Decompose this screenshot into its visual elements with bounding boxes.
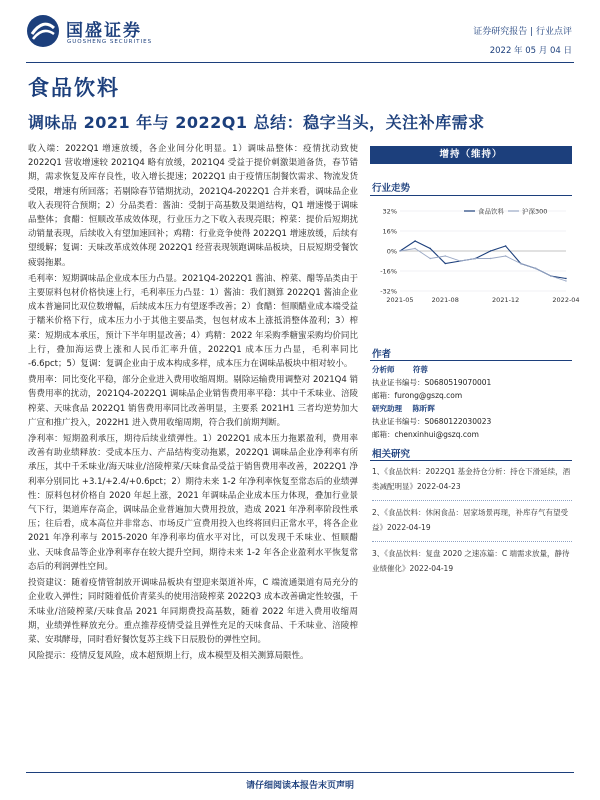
analyst-2-cert-label: 执业证书编号： xyxy=(372,417,425,426)
related-section-title: 相关研究 xyxy=(372,449,411,460)
analyst-1-row xyxy=(372,364,428,376)
analyst-2-cert: S0680122030023 xyxy=(424,417,492,426)
analyst-2-label: 研究助理 xyxy=(372,404,402,413)
body-paragraph-risk: 风险提示：疫情反复风险，成本超预期上行，成本模型及相关测算局限性。 xyxy=(28,651,309,662)
analyst-2-row xyxy=(372,403,435,415)
chart-legend-label: 食品饮料 xyxy=(478,207,504,216)
chart-point xyxy=(535,268,536,269)
industry-name: 食品饮料 xyxy=(28,76,120,100)
chart-y-tick-label: -32% xyxy=(380,287,397,296)
analyst-1-email-row xyxy=(372,390,462,402)
footer-disclaimer: 请仔细阅读本报告末页声明 xyxy=(245,781,354,791)
analyst-1-cert-row xyxy=(372,377,491,389)
chart-x-tick-label: 2021-08 xyxy=(431,296,459,304)
chart-point xyxy=(565,280,566,281)
chart-point xyxy=(490,250,491,251)
chart-point xyxy=(460,260,461,261)
footer-divider xyxy=(26,772,574,773)
report-type: 证券研究报告 | 行业点评 xyxy=(473,27,572,37)
related-research-list xyxy=(372,464,572,582)
chart-point xyxy=(565,278,566,279)
chart-x-tick-label: 2021-05 xyxy=(386,296,414,304)
chart-point xyxy=(445,263,446,264)
analyst-1-label: 分析师 xyxy=(372,365,395,374)
rating-badge: 增持（维持） xyxy=(370,146,572,164)
chart-x-tick-label: 2022-04 xyxy=(552,296,580,304)
related-section-divider xyxy=(370,460,572,461)
chart-point xyxy=(399,250,400,251)
related-research-item[interactable]: 1、《食品饮料：2022Q1 基金持仓分析：持仓下滑延续，酒类减配明显》2022-04-23 xyxy=(372,467,571,491)
author-section-divider xyxy=(370,360,572,361)
analyst-2-name: 陈昕晖 xyxy=(412,404,435,413)
chart-point xyxy=(505,255,506,256)
chart-point xyxy=(445,255,446,256)
chart-y-tick-label: 0% xyxy=(386,247,397,256)
chart-point xyxy=(414,248,415,249)
chart-y-tick-label: 32% xyxy=(382,207,397,216)
chart-y-tick-label: 16% xyxy=(382,227,397,236)
chart-y-tick-label: -16% xyxy=(380,267,397,276)
trend-section-title: 行业走势 xyxy=(372,183,411,194)
analyst-1-email[interactable]: furong@gszq.com xyxy=(394,391,463,400)
analyst-2-email[interactable]: chenxinhui@gszq.com xyxy=(394,430,479,439)
analyst-2-email-row xyxy=(372,429,479,441)
chart-point xyxy=(429,258,430,259)
chart-point xyxy=(505,245,506,246)
company-logo xyxy=(26,10,226,60)
chart-point xyxy=(429,248,430,249)
analyst-1-name: 符蓉 xyxy=(412,365,428,374)
report-title: 调味品 2021 年与 2022Q1 总结：稳字当头，关注补库需求 xyxy=(28,113,485,132)
analyst-1-cert: S0680519070001 xyxy=(424,378,492,387)
chart-point xyxy=(550,275,551,276)
analyst-1-email-label: 邮箱： xyxy=(372,391,395,400)
chart-point xyxy=(490,258,491,259)
industry-trend-chart xyxy=(370,203,580,311)
related-research-item[interactable]: 3、《食品饮料：复盘 2020 之速冻篇：C 端需求放量，静待业绩催化》2022-04-19 xyxy=(372,549,570,573)
logo-text-cn: 国盛证券 xyxy=(66,21,142,41)
related-research-item[interactable]: 2、《食品饮料：休闲食品：居家场景再现，补库存气有望受益》2022-04-19 xyxy=(372,508,569,532)
body-paragraph-investment: 投资建议：随着疫情管制放开调味品板块有望迎来渠道补库，C 端流通渠道有局充分的企业收入弹性；同时随着低价青菜头的使用涪陵榨菜 2022Q3 成本改善确定性较强，千禾味业/涪陵榨菜/天味食品 2021 年同期费投高基数，随着 2022 年进入费用收缩周期，业绩弹性释放充分。重点推荐疫情受益且弹性充足的天味食品、千禾味业、涪陵榨菜、安琪酵母，同时看好餐饮复苏主线下日辰股份的弹性空间。 xyxy=(28,578,358,645)
body-paragraph-revenue: 收入端：2022Q1 增速放缓，各企业间分化明显。1）调味品整体：疫情扰动致使 2022Q1 营收增速较 2021Q4 略有放缓，2021Q4 受益于提价刺激渠道备货，春节错期，需求恢复及库存良性，收入增长提速；2022Q1 由于疫情压制餐饮需求、物流发货受限，增速有所回落；若剔除春节错期扰动，2021Q4-2022Q1 合并来看，调味品企业收入表现符合预期；2）分品类看：酱油：受制于高基数及渠道结构，Q1 增速慢于调味品整体；食醋：恒顺改革成效体现，行业压力之下收入表现亮眼；榨菜：提价后短期扰动销量表现，后续收入有望加速回补；鸡精：行业竞争使得 2022Q1 增速放缓，后续有望缓解；复调：天味改革成效体现 2022Q1 经营表现领跑调味品板块，日辰短期受餐饮疲弱拖累。 xyxy=(28,144,358,268)
logo-text-en: GUOSHENG SECURITIES xyxy=(67,39,153,45)
analyst-2-cert-row xyxy=(372,416,491,428)
body-paragraph-gross-margin: 毛利率：短期调味品企业成本压力凸显。2021Q4-2022Q1 酱油、榨菜、醋等品类由于主要原料包材价格快速上行，毛利率压力凸显：1）酱油：我们测算 2022Q1 酱油企业成本普遍同比双位数增幅，后续成本压力有望逐季改善；2）食醋：恒顺醋业成本端受益于糯米价格下行，成本压力小于其他主要品类，包包材成本上涨抵消整体盈利；3）榨菜：短期成本承压，预计下半年明显改善；4）鸡精：2022 年采购季糖蜜采购均价同比上行，叠加海运费上涨和人民币汇率升值，2022Q1 成本压力凸显，毛利率同比 -6.6pct；5）复调：复调企业由于成本构成多样，成本压力在调味品板块中相对较小。 xyxy=(28,273,358,370)
chart-point xyxy=(475,258,476,259)
logo-mark-icon xyxy=(26,14,60,48)
report-body xyxy=(28,142,358,665)
chart-series-line-1 xyxy=(400,241,566,279)
analyst-1-cert-label: 执业证书编号： xyxy=(372,378,425,387)
author-section-title: 作者 xyxy=(372,349,392,360)
chart-x-tick-label: 2021-12 xyxy=(492,296,520,304)
related-item-divider xyxy=(372,541,572,542)
report-date: 2022 年 05 月 04 日 xyxy=(489,46,572,56)
header-divider xyxy=(26,62,574,63)
body-paragraph-expense: 费用率：同比变化平稳，部分企业进入费用收缩周期。剔除运输费用调整对 2021Q4 销售费用率的扰动，2021Q4-2022Q1 调味品企业销售费用率平稳：其中千禾味业、涪陵榨菜、天味食品 2022Q1 销售费用率同比改善明显，主要系 2021H1 三者均逆势加大广宣和推广投入，2022H1 进入费用收缩周期，符合我们前期判断。 xyxy=(28,375,358,428)
chart-legend-label: 沪深300 xyxy=(522,207,548,216)
chart-series-line-2 xyxy=(400,249,566,282)
chart-point xyxy=(414,240,415,241)
chart-point xyxy=(520,263,521,264)
analyst-2-email-label: 邮箱： xyxy=(372,430,395,439)
body-paragraph-net-margin: 净利率：短期盈利承压，期待后续业绩弹性。1）2022Q1 成本压力拖累盈利，费用率改善有助业绩释放：受成本压力、产品结构变动拖累，2022Q1 调味品企业净利率有所承压，其中千禾味业/海天味业/涪陵榨菜/天味食品受益于销售费用率改善，2022Q1 净利率分别同比 +3.1/+2.4/+0.6pct；2）期待未来 1-2 年净利率恢复至常态后的业绩弹性：原料包材价格自 2020 年起上涨，2021 年调味品企业成本压力体现，叠加行业景气下行，渠道库存高企，调味品企业普遍加大费用投放，造成 2021 年净利率阶段性承压；往后看，成本高位并非常态、市场反广宣费用投入也终将回归正常水平，将各企业 2021 年净利率与 2015-2020 年净利率均值水平对比，可以发现千禾味业、恒顺醋业、天味食品等企业净利率存在较大提升空间，期待未来 1-2 年各企业盈利水平恢复常态后的利润弹性空间。 xyxy=(28,434,358,572)
trend-section-divider xyxy=(370,195,572,196)
related-item-divider xyxy=(372,500,572,501)
